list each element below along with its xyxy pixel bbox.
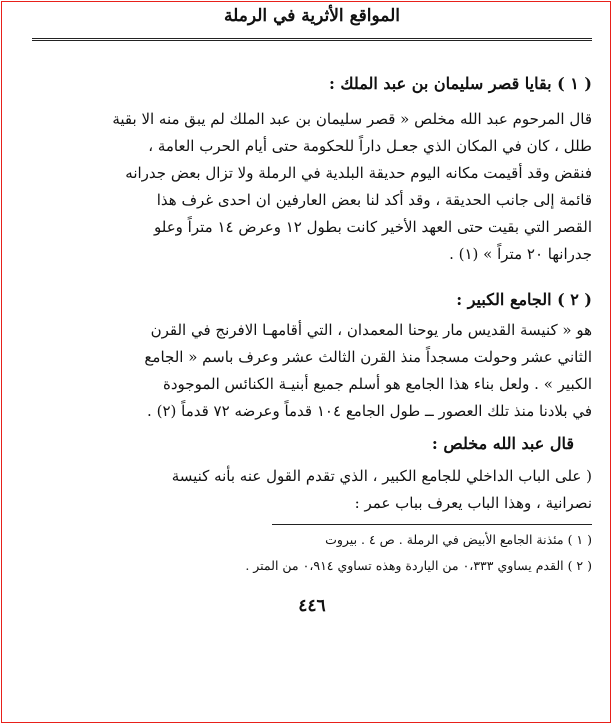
page-frame	[1, 1, 611, 723]
section-3-line: نصرانية ، وهذا الباب يعرف بباب عمر :	[354, 494, 592, 512]
section-2-line: هو « كنيسة القديس مار يوحنا المعمدان ، التي أقامهـا الافرنج في القرن	[150, 321, 592, 339]
footnote-2: ( ٢ ) القدم يساوي ٠،٣٣٣ من الياردة وهذه تساوي ٠،٩١٤ من المتر .	[245, 558, 592, 573]
header-rule-top	[32, 38, 592, 39]
running-header: المواقع الأثرية في الرملة	[224, 6, 400, 26]
section-3-title: قال عبد الله مخلص :	[431, 434, 574, 453]
section-3-line: ( على الباب الداخلي للجامع الكبير ، الذي تقدم القول عنه بأنه كنيسة	[171, 467, 592, 485]
section-1-line: فنقض وقد أقيمت مكانه اليوم حديقة البلدية في الرملة ولا تزال بعض جدرانه	[125, 164, 592, 182]
section-1-line: طلل ، كان في المكان الذي جعـل داراً للحكومة حتى أيام الحرب العامة ،	[148, 137, 592, 155]
section-2-line: الثاني عشر وحولت مسجداً منذ القرن الثالث عشر وعرف باسم « الجامع	[144, 348, 592, 366]
footnote-1: ( ١ ) مئذنة الجامع الأبيض في الرملة . ص ٤ . بيروت	[325, 532, 592, 547]
section-2-body	[32, 317, 592, 425]
page-number: ٤٤٦	[298, 596, 326, 616]
section-2-line: الكبير » . ولعل بناء هذا الجامع هو أسلم جميع أبنيـة الكنائس الموجودة	[163, 375, 592, 393]
section-2-line: في بلادنا منذ تلك العصور ــ طول الجامع ١٠٤ قدماً وعرضه ٧٢ قدماً (٢) .	[147, 402, 592, 420]
footnote-rule	[272, 524, 592, 525]
section-1-title: ( ١ ) بقايا قصر سليمان بن عبد الملك :	[328, 74, 592, 93]
book-page	[32, 2, 592, 722]
section-2-title: ( ٢ ) الجامع الكبير :	[456, 290, 592, 309]
section-1-line: قال المرحوم عبد الله مخلص « قصر سليمان بن عبد الملك لم يبق منه الا بقية	[112, 110, 592, 128]
section-1-body	[32, 106, 592, 268]
section-1-line: قائمة إلى جانب الحديقة ، وقد أكد لنا بعض العارفين ان احدى غرف هذا	[156, 191, 592, 209]
header-rule-bottom	[32, 40, 592, 41]
section-1-line: القصر التي بقيت حتى العهد الأخير كانت بطول ١٢ وعرض ١٤ متراً وعلو	[153, 218, 592, 236]
section-1-line: جدرانها ٢٠ متراً » (١) .	[449, 245, 592, 263]
section-3-body	[32, 463, 592, 517]
